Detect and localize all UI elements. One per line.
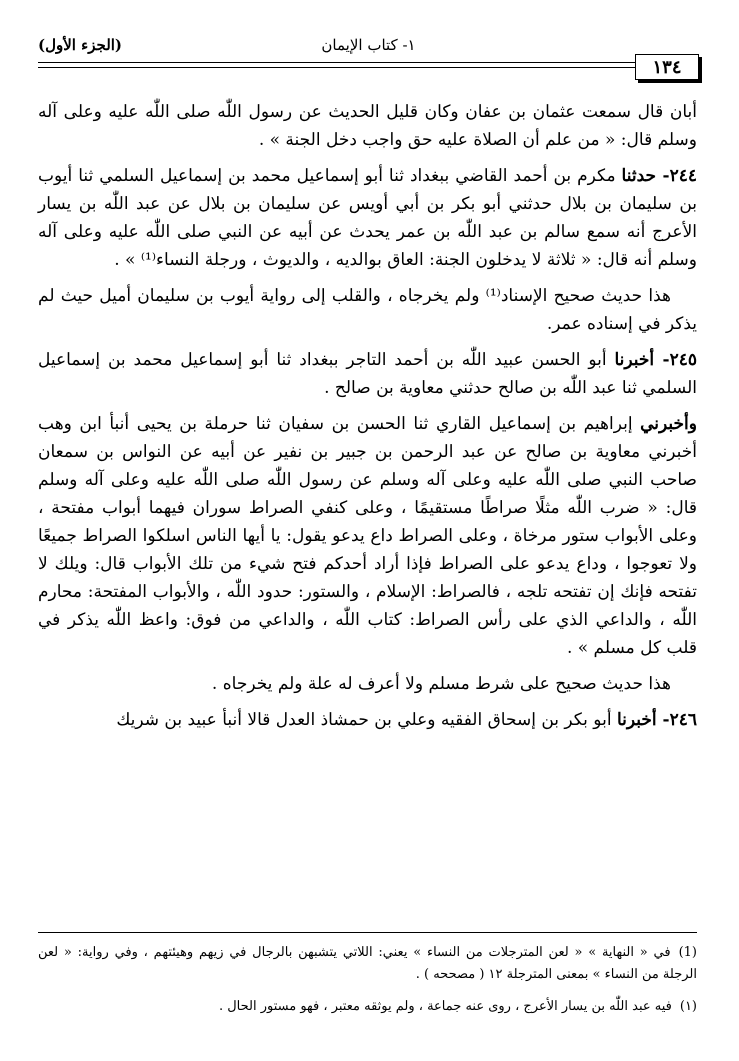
page-number: ١٣٤: [635, 54, 699, 80]
footnote-text: فيه عبد اللّٰه بن يسار الأعرج ، روى عنه جماعة ، ولم يوثقه معتبر ، فهو مستور الحال .: [218, 999, 672, 1014]
footnote-text: في « النهاية » « لعن المترجلات من النساء » يعني: اللاتي يتشبهن بالرجال في زيهم وهيئتهم ، وفي رواية: « لعن الرجلة من النساء » بمعنى المترجلة ١٢ ( مصححه ) .: [38, 945, 697, 982]
paragraph-label: ٢٤٤- حدثنا: [621, 166, 697, 186]
paragraph-label: ٢٤٥- أخبرنا: [614, 350, 697, 370]
footnote-mark: (١): [679, 999, 697, 1014]
hadith-245: [38, 346, 697, 402]
footnotes: [38, 942, 697, 1028]
paragraph-text: أبو الحسن عبيد اللّٰه بن أحمد التاجر ببغداد ثنا أبو إسماعيل محمد بن إسماعيل السلمي ثنا عبد اللّٰه بن صالح حدثني معاوية بن صالح .: [38, 350, 697, 398]
volume-label: (الجزء الأول): [38, 36, 123, 54]
paragraph-text: هذا حديث صحيح على شرط مسلم ولا أعرف له علة ولم يخرجاه .: [211, 674, 671, 694]
header-rule: [38, 62, 635, 68]
hadith-246: [38, 706, 697, 734]
paragraph-1: [38, 98, 697, 154]
paragraph-text: إبراهيم بن إسماعيل القاري ثنا الحسن بن سفيان ثنا حرملة بن يحيى أنبأ ابن وهب أخبرني معاوية بن صالح عن عبد الرحمن بن جبير بن نفير عن أبيه عن النواس بن سمعان صاحب النبي صلى اللّٰه عليه وعلى آله وسلم عن رسول اللّٰه صلى اللّٰه عليه وعلى آله وسلم قال: « ضرب اللّٰه مثلًا صراطًا مستقيمًا ، وعلى كنفي الصراط سوران فيهما أبواب مفتحة ، وعلى الأبواب ستور مرخاة ، وعلى الصراط داع يدعو يقول: يا أيها الناس اسلكوا الصراط جميعًا ولا تعوجوا ، وداع يدعو على الصراط فإذا أراد أحدكم فتح شيء من تلك الأبواب قال: ويلك لا تفتحه فإنك إن تفتحه تلجه ، فالصراط: الإسلام ، والستور: حدود اللّٰه ، والأبواب المفتحة: محارم اللّٰه ، والداعي الذي على رأس الصراط: كتاب اللّٰه ، والداعي من فوق: واعظ اللّٰه يذكر في قلب كل مسلم » .: [38, 414, 697, 658]
paragraph-text: أبان قال سمعت عثمان بن عفان وكان قليل الحديث عن رسول اللّٰه صلى اللّٰه عليه وعلى آله وسلم قال: « من علم أن الصلاة عليه حق واجب دخل الجنة » .: [38, 102, 697, 150]
chapter-title: ١- كتاب الإيمان: [321, 36, 416, 54]
paragraph-label: وأخبرني: [640, 414, 697, 434]
page-header: [38, 32, 699, 60]
footnote-divider: [38, 932, 697, 933]
paragraph-text: أبو بكر بن إسحاق الفقيه وعلي بن حمشاذ العدل قالا أنبأ عبيد بن شريك: [116, 710, 617, 730]
hadith-244-commentary: [38, 282, 697, 338]
hadith-245-commentary: [38, 670, 697, 698]
paragraph-text: هذا حديث صحيح الإسناد⁽¹⁾ ولم يخرجاه ، والقلب إلى رواية أيوب بن سليمان أميل حيث لم يذكر في إسناده عمر.: [38, 286, 697, 334]
hadith-245-second-chain: [38, 410, 697, 662]
footnote-1: [38, 942, 697, 986]
main-text: [38, 98, 697, 742]
paragraph-text: مكرم بن أحمد القاضي ببغداد ثنا أبو إسماعيل محمد بن إسماعيل السلمي ثنا أيوب بن سليمان بن بلال حدثني أبو بكر بن أبي أويس عن سليمان بن بلال عن عبد اللّٰه بن يسار الأعرج أنه سمع سالم بن عبد اللّٰه بن عمر يحدث عن أبيه عن النبي صلى اللّٰه عليه وعلى آله وسلم أنه قال: « ثلاثة لا يدخلون الجنة: العاق بوالديه ، والديوث ، ورجلة النساء⁽¹⁾ » .: [38, 166, 697, 270]
paragraph-label: ٢٤٦- أخبرنا: [616, 710, 697, 730]
footnote-mark: (1): [678, 945, 697, 960]
footnote-2: [38, 996, 697, 1018]
hadith-244: [38, 162, 697, 274]
